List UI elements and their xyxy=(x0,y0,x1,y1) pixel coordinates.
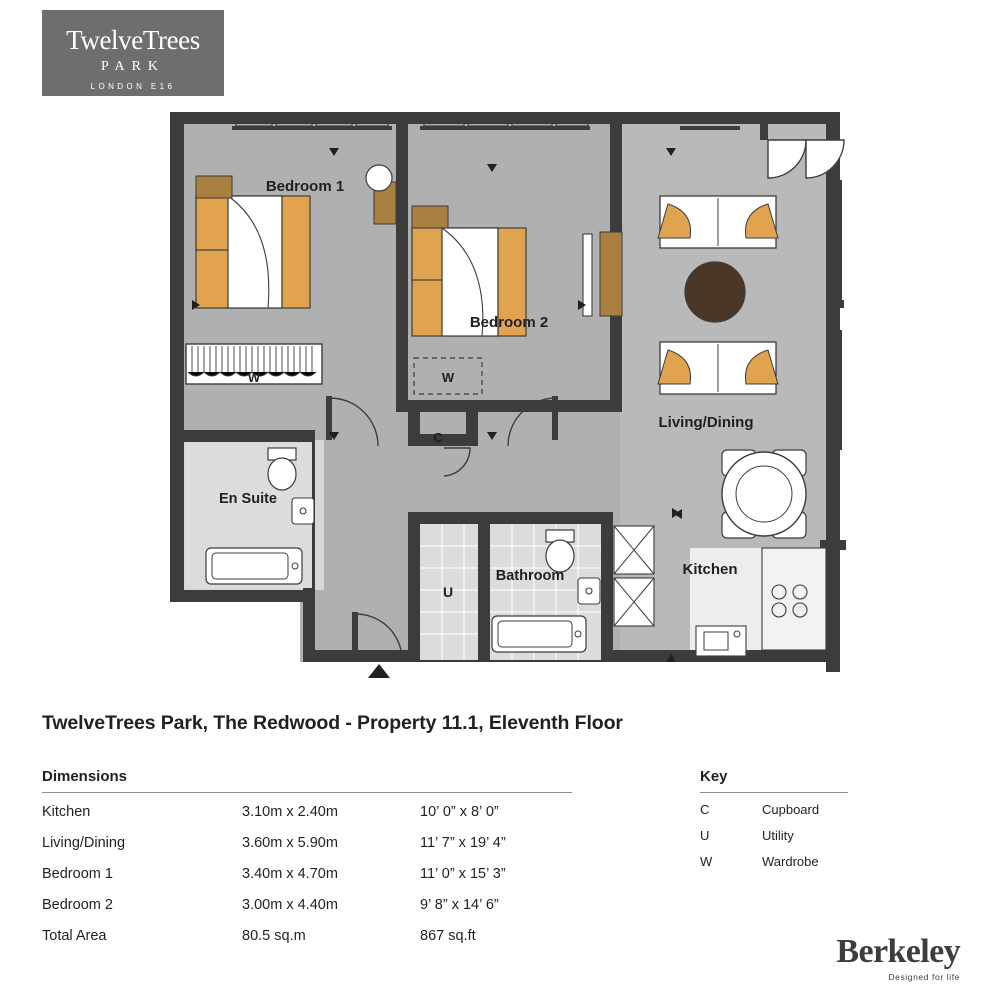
list-item xyxy=(700,796,848,822)
dimensions-table xyxy=(42,796,572,951)
list-item xyxy=(700,848,848,874)
dimension-room: Total Area xyxy=(42,927,107,944)
dimensions-heading: Dimensions xyxy=(42,768,572,793)
dimension-imperial: 10’ 0” x 8’ 0” xyxy=(420,803,499,820)
dimension-room: Bedroom 1 xyxy=(42,865,113,882)
table-row xyxy=(42,858,572,889)
dimension-imperial: 11’ 0” x 15’ 3” xyxy=(420,865,506,882)
dimension-room: Bedroom 2 xyxy=(42,896,113,913)
dimension-room: Living/Dining xyxy=(42,834,126,851)
page-title: TwelveTrees Park, The Redwood - Property 11.1, Eleventh Floor xyxy=(42,712,623,734)
table-row xyxy=(42,889,572,920)
key-meaning: Wardrobe xyxy=(762,853,819,869)
dimension-imperial: 867 sq.ft xyxy=(420,927,476,944)
dimension-room: Kitchen xyxy=(42,803,91,820)
utility-label: U xyxy=(442,584,454,600)
dimension-imperial: 11’ 7” x 19’ 4” xyxy=(420,834,506,851)
dimension-metric: 3.00m x 4.40m xyxy=(242,896,338,913)
cupboard-label: C xyxy=(433,430,443,445)
table-row xyxy=(42,796,572,827)
table-row xyxy=(42,827,572,858)
ensuite-label: En Suite xyxy=(218,491,278,507)
table-row xyxy=(42,920,572,951)
key-heading: Key xyxy=(700,768,848,793)
key-meaning: Cupboard xyxy=(762,801,820,817)
berkeley-wordmark: Berkeley xyxy=(836,933,960,970)
logo-line-1: TwelveTrees xyxy=(66,25,200,55)
key-symbol: W xyxy=(700,853,713,869)
dimension-metric: 3.40m x 4.70m xyxy=(242,865,338,882)
dimension-imperial: 9’ 8” x 14’ 6” xyxy=(420,896,499,913)
living-dining-label: Living/Dining xyxy=(658,414,754,431)
bedroom-1-label: Bedroom 1 xyxy=(265,178,345,195)
dimension-metric: 3.60m x 5.90m xyxy=(242,834,338,851)
wardrobe-1-label: W xyxy=(247,370,261,385)
wardrobe-2-label: W xyxy=(441,370,455,385)
bathroom-label: Bathroom xyxy=(495,568,565,584)
berkeley-strapline: Designed for life xyxy=(888,972,960,982)
dimensions-section xyxy=(42,768,572,951)
kitchen-label: Kitchen xyxy=(682,561,738,578)
bedroom-2-label: Bedroom 2 xyxy=(469,314,549,331)
key-symbol: U xyxy=(700,827,710,843)
key-meaning: Utility xyxy=(762,827,794,843)
list-item xyxy=(700,822,848,848)
dimension-metric: 80.5 sq.m xyxy=(242,927,306,944)
logo-line-2: PARK xyxy=(100,59,166,74)
key-table xyxy=(700,796,848,874)
logo-line-3: LONDON E16 xyxy=(90,82,176,91)
berkeley-logo xyxy=(836,935,960,982)
key-symbol: C xyxy=(700,801,710,817)
key-section xyxy=(700,768,848,874)
dimension-metric: 3.10m x 2.40m xyxy=(242,803,338,820)
entrance-marker xyxy=(368,664,390,678)
